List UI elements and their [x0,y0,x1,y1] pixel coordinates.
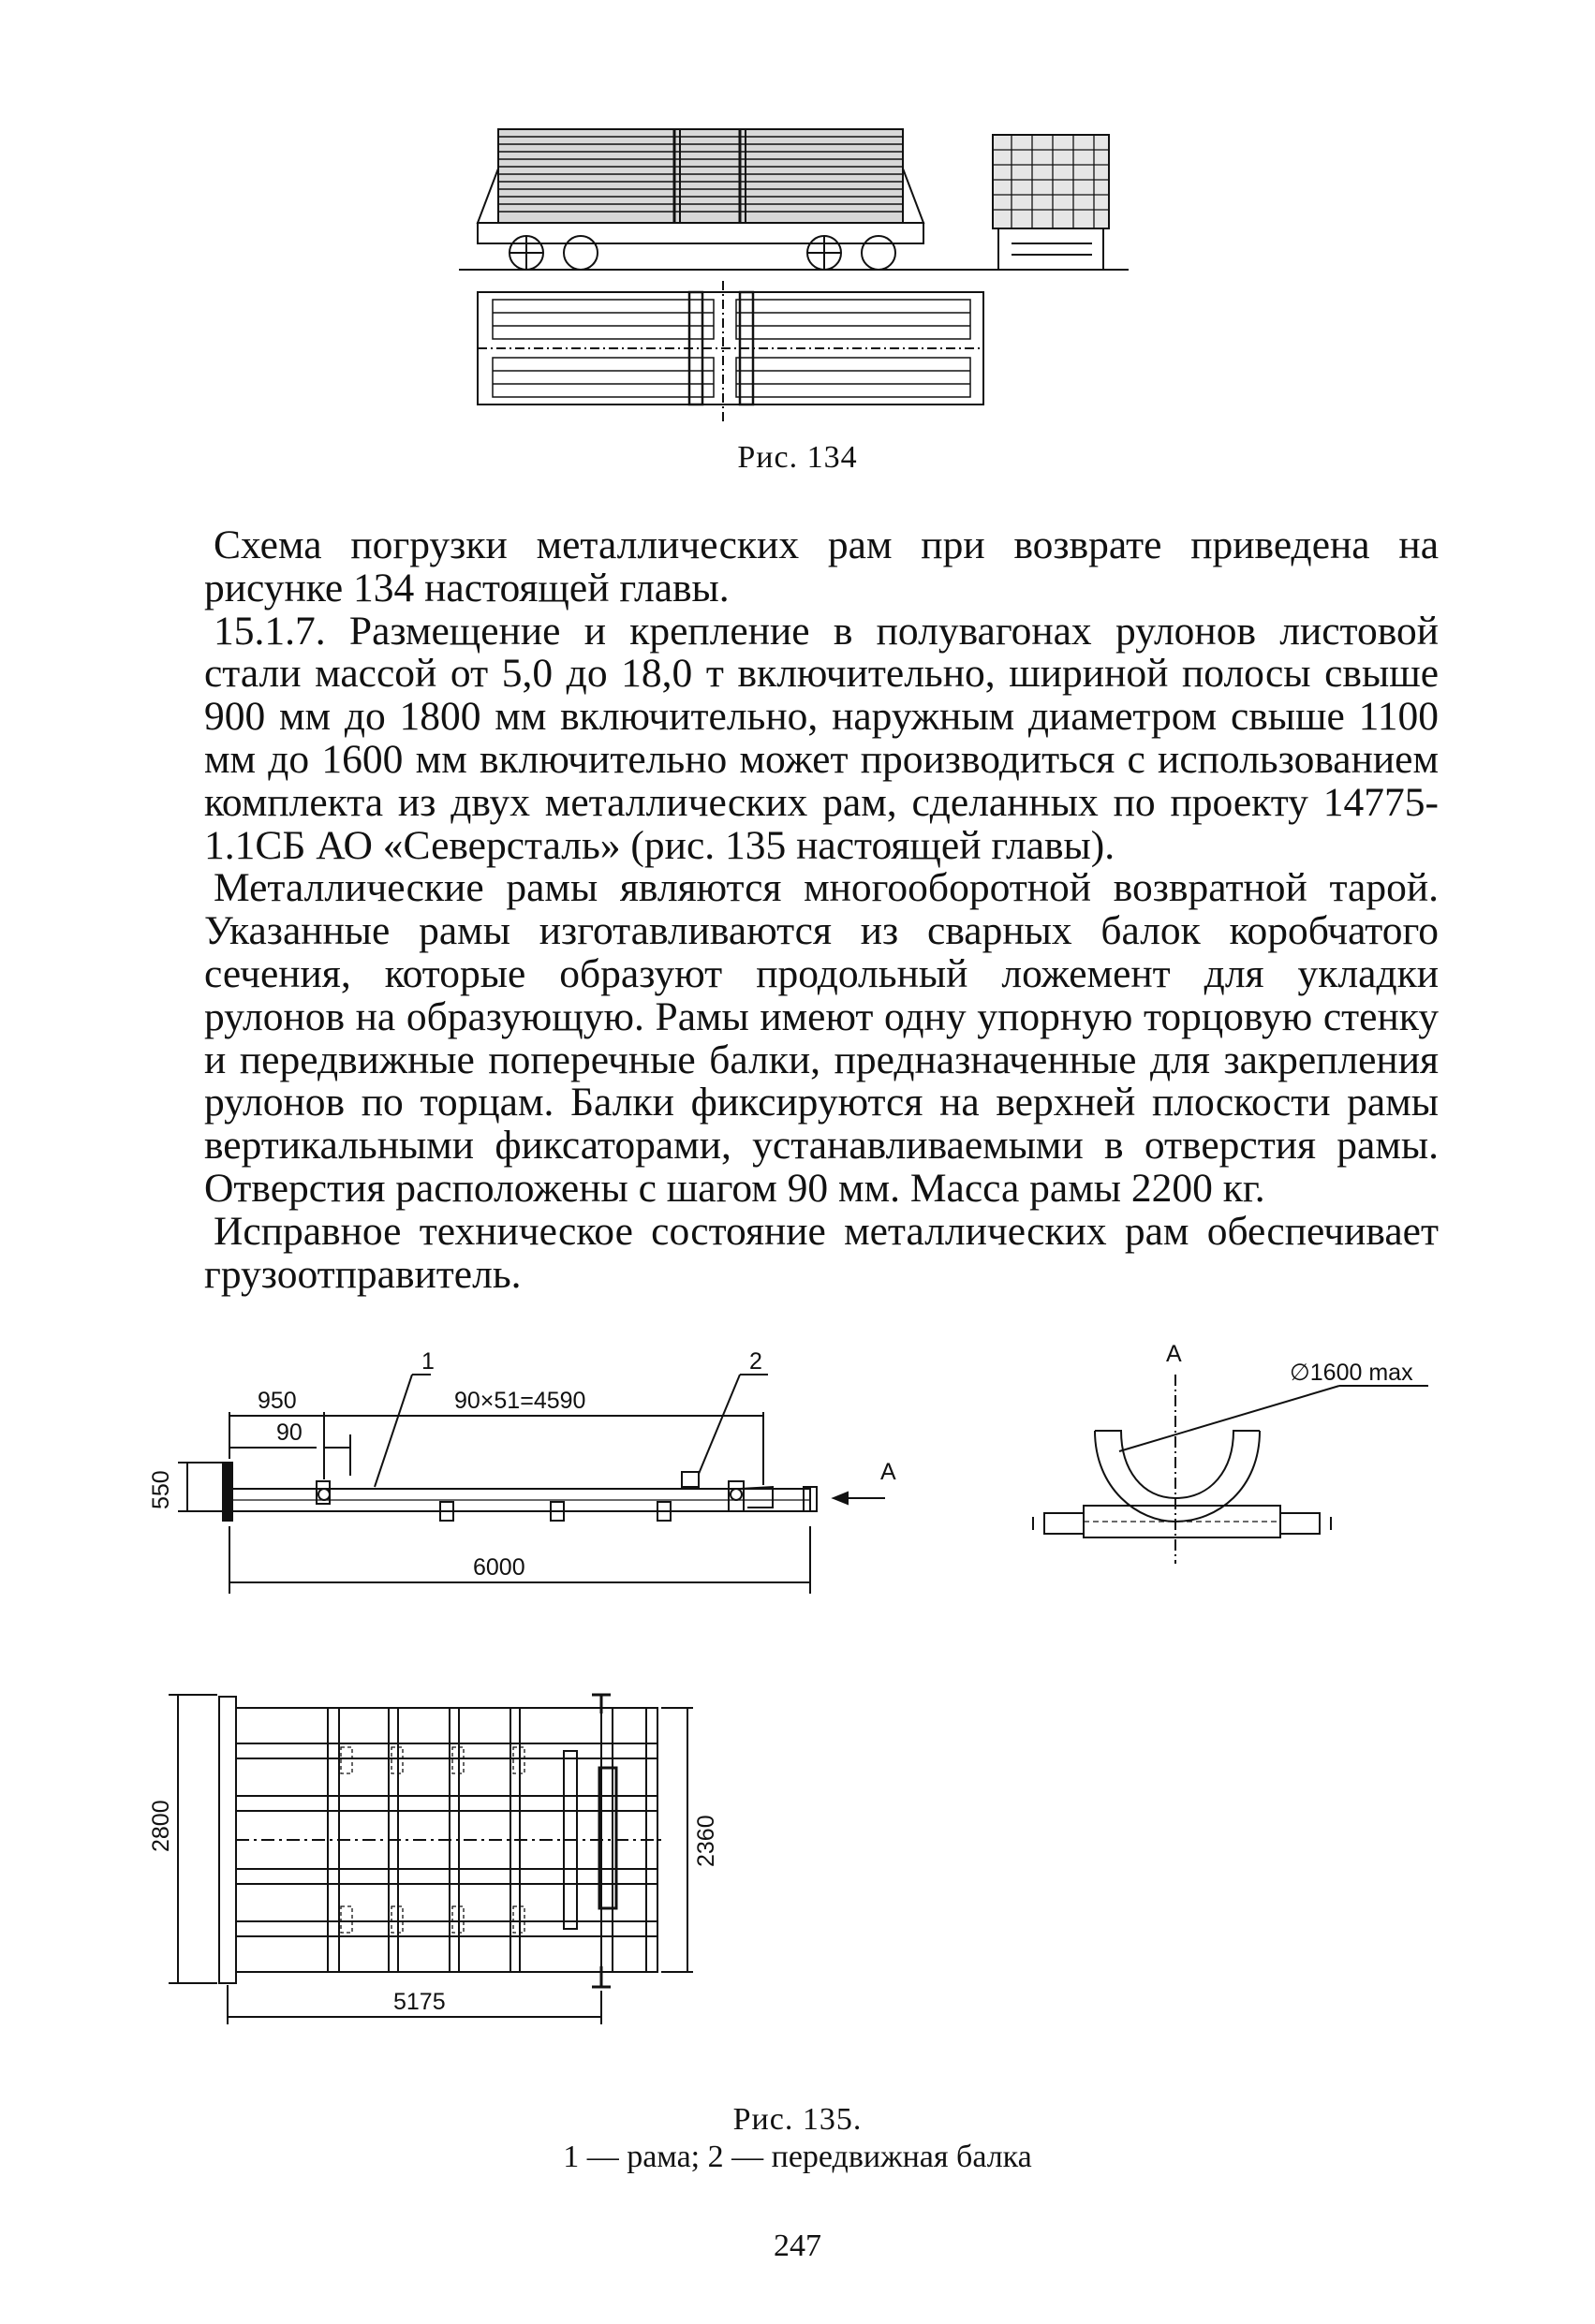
dim-5175-label: 5175 [393,1989,446,2015]
paragraph-15-1-7: 15.1.7. Размещение и крепление в полувагонах рулонов листовой стали массой от 5,0 до 18,0 т включительно, шириной полосы свыше 900 мм до 1800 мм включительно, наружным диаметром свыше 1100 мм до 1600 мм включительно может производиться с использованием комплекта из двух металлических рам, сделанных по проекту 14775-1.1СБ АО «Северсталь» (рис. 135 настоящей главы). [204,608,1439,868]
figure-135-caption-title: Рис. 135. [732,2102,863,2137]
body-text [204,524,1439,1296]
callout-1-label: 1 [421,1348,435,1375]
dim-6000-label: 6000 [473,1554,525,1581]
figure-135-section-a [1026,1330,1438,1573]
callout-2-label: 2 [749,1348,762,1375]
figure-134-caption: Рис. 134 [737,440,858,475]
section-a-title: А [1166,1341,1182,1367]
dim-pitch-label: 90×51=4590 [454,1388,586,1414]
paragraph-loading-scheme: Схема погрузки металлических рам при возврате приведена на рисунке 134 настоящей главы. [204,522,1439,610]
view-a-label: А [880,1459,896,1485]
paragraph-condition: Исправное техническое состояние металлических рам обеспечивает грузоотправитель. [204,1208,1439,1297]
dim-90-label: 90 [276,1419,303,1446]
dim-2800-label: 2800 [148,1800,174,1852]
dim-2360-label: 2360 [693,1815,719,1867]
dim-950-label: 950 [258,1388,297,1414]
page-number: 247 [774,2228,821,2263]
paragraph-frames-description: Металлические рамы являются многооборотной возвратной тарой. Указанные рамы изготавливаются из сварных балок коробчатого сечения, которые образуют продольный ложемент для укладки рулонов на образующую. Рамы имеют одну упорную торцовую стенку и передвижные поперечные балки, предназначенные для закрепления рулонов по торцам. Балки фиксируются на верхней плоскости рамы вертикальными фиксаторами, устанавливаемыми в отверстия рамы. Отверстия расположены с шагом 90 мм. Масса рамы 2200 кг. [204,865,1439,1211]
figure-134-drawing [440,112,1152,431]
figure-135-caption-legend: 1 — рама; 2 — передвижная балка [563,2140,1032,2174]
figure-135-side-view [140,1330,918,1620]
figure-135-plan-view [140,1685,880,2022]
dim-550-label: 550 [148,1470,174,1509]
dim-diameter-label: ∅1600 max [1290,1360,1413,1386]
